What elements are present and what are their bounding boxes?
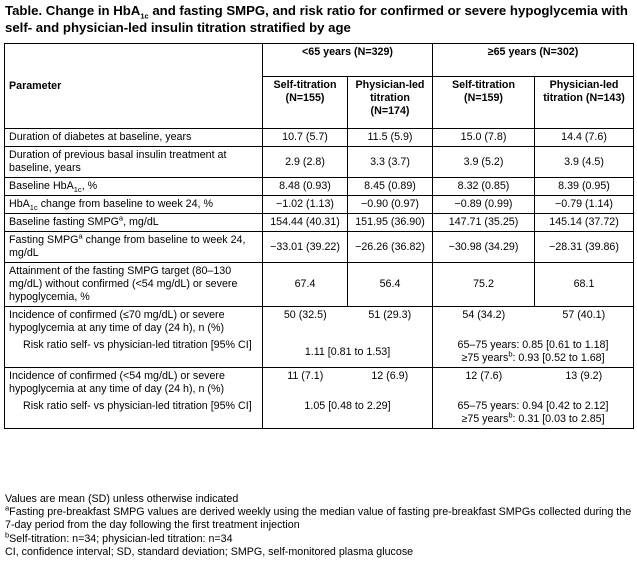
row-label: Duration of previous basal insulin treatment at baseline, years xyxy=(5,147,263,178)
cell: −0.90 (0.97) xyxy=(348,196,433,214)
table-row xyxy=(5,263,634,307)
cell: 12 (6.9) xyxy=(348,368,433,399)
cell: 2.9 (2.8) xyxy=(263,147,348,178)
row-label: Incidence of confirmed (<54 mg/dL) or severe hypoglycemia at any time of day (24 h), n (%) xyxy=(5,368,263,399)
cell: −26.26 (36.82) xyxy=(348,232,433,263)
table-row xyxy=(5,147,634,178)
cell: 57 (40.1) xyxy=(535,307,634,338)
row-label xyxy=(5,337,263,368)
cell: 13 (9.2) xyxy=(535,368,634,399)
table-row xyxy=(5,398,634,429)
cell: −33.01 (39.22) xyxy=(263,232,348,263)
cell: 10.7 (5.7) xyxy=(263,129,348,147)
row-label: Incidence of confirmed (≤70 mg/dL) or severe hypoglycemia at any time of day (24 h), n (%) xyxy=(5,307,263,338)
cell: −30.98 (34.29) xyxy=(433,232,535,263)
footnote: Values are mean (SD) unless otherwise indicated xyxy=(5,493,239,505)
header-col: Physician-led titration (N=174) xyxy=(348,77,433,129)
table-row xyxy=(5,178,634,196)
rr-75plus: ≥75 years$^b$: 0.31 [0.03 to 2.85] xyxy=(461,410,605,425)
cell: 11 (7.1) xyxy=(263,368,348,399)
row-label: Attainment of the fasting SMPG target (80–130 mg/dL) without confirmed (<54 mg/dL) or severe hypoglycemia, % xyxy=(5,263,263,307)
header-group-under65: <65 years (N=329) xyxy=(263,44,433,77)
cell: −0.79 (1.14) xyxy=(535,196,634,214)
row-label: Duration of diabetes at baseline, years xyxy=(5,129,263,147)
header-col: Self-titration (N=155) xyxy=(263,77,348,129)
header-row-groups xyxy=(5,44,634,77)
table-row xyxy=(5,196,634,214)
cell: 3.3 (3.7) xyxy=(348,147,433,178)
cell: 12 (7.6) xyxy=(433,368,535,399)
cell: 15.0 (7.8) xyxy=(433,129,535,147)
cell: 154.44 (40.31) xyxy=(263,214,348,232)
cell: 1.11 [0.81 to 1.53] xyxy=(263,337,433,368)
row-label: Fasting SMPG$^a$ change from baseline to week 24, mg/dL xyxy=(5,232,263,263)
cell xyxy=(433,398,634,429)
cell: −0.89 (0.99) xyxy=(433,196,535,214)
cell: 14.4 (7.6) xyxy=(535,129,634,147)
cell: 11.5 (5.9) xyxy=(348,129,433,147)
header-parameter: Parameter xyxy=(5,44,263,129)
cell: 3.9 (5.2) xyxy=(433,147,535,178)
cell: 50 (32.5) xyxy=(263,307,348,338)
results-table xyxy=(4,43,634,429)
rr-65-75: 65–75 years: 0.94 [0.42 to 2.12] xyxy=(457,400,609,412)
table-row xyxy=(5,129,634,147)
risk-ratio-label: Risk ratio self- vs physician-led titration [95% CI] xyxy=(23,339,252,351)
rr-65-75: 65–75 years: 0.85 [0.61 to 1.18] xyxy=(457,339,609,351)
cell: 67.4 xyxy=(263,263,348,307)
footnote: CI, confidence interval; SD, standard deviation; SMPG, self-monitored plasma glucose xyxy=(5,545,414,558)
cell: 68.1 xyxy=(535,263,634,307)
cell: 8.45 (0.89) xyxy=(348,178,433,196)
cell: 151.95 (36.90) xyxy=(348,214,433,232)
row-label xyxy=(5,398,263,429)
cell: 8.48 (0.93) xyxy=(263,178,348,196)
cell: 51 (29.3) xyxy=(348,307,433,338)
table-footnotes xyxy=(5,493,633,559)
table-row xyxy=(5,337,634,368)
row-label: Baseline fasting SMPG$^a$, mg/dL xyxy=(5,214,263,232)
risk-ratio-label: Risk ratio self- vs physician-led titration [95% CI] xyxy=(23,400,252,412)
row-label: Baseline HbA$_{1c}$, % xyxy=(5,178,263,196)
table-row xyxy=(5,307,634,338)
cell: 56.4 xyxy=(348,263,433,307)
table-row xyxy=(5,232,634,263)
cell: 3.9 (4.5) xyxy=(535,147,634,178)
cell: −28.31 (39.86) xyxy=(535,232,634,263)
cell: 1.05 [0.48 to 2.29] xyxy=(263,398,433,429)
cell: 54 (34.2) xyxy=(433,307,535,338)
cell: 75.2 xyxy=(433,263,535,307)
footnote: $^a$Fasting pre-breakfast SMPG values are derived weekly using the median value of fasting pre-breakfast SMPGs collected during the 7-day period from the day following the first treatment injection xyxy=(5,503,632,532)
header-col: Physician-led titration (N=143) xyxy=(535,77,634,129)
footnote: $^b$Self-titration: n=34; physician-led titration: n=34 xyxy=(5,530,233,545)
row-label: HbA$_{1c}$ change from baseline to week 24, % xyxy=(5,196,263,214)
cell: 145.14 (37.72) xyxy=(535,214,634,232)
header-group-65plus: ≥65 years (N=302) xyxy=(433,44,634,77)
cell: 147.71 (35.25) xyxy=(433,214,535,232)
header-col: Self-titration (N=159) xyxy=(433,77,535,129)
cell: 8.32 (0.85) xyxy=(433,178,535,196)
table-title: Table. Change in HbA$_{1c}$ and fasting SMPG, and risk ratio for confirmed or severe hypoglycemia with self- and physician-led insulin titration stratified by age xyxy=(5,3,628,35)
cell xyxy=(433,337,634,368)
table-row xyxy=(5,368,634,399)
rr-75plus: ≥75 years$^b$: 0.93 [0.52 to 1.68] xyxy=(461,349,605,364)
table-row xyxy=(5,214,634,232)
cell: −1.02 (1.13) xyxy=(263,196,348,214)
cell: 8.39 (0.95) xyxy=(535,178,634,196)
